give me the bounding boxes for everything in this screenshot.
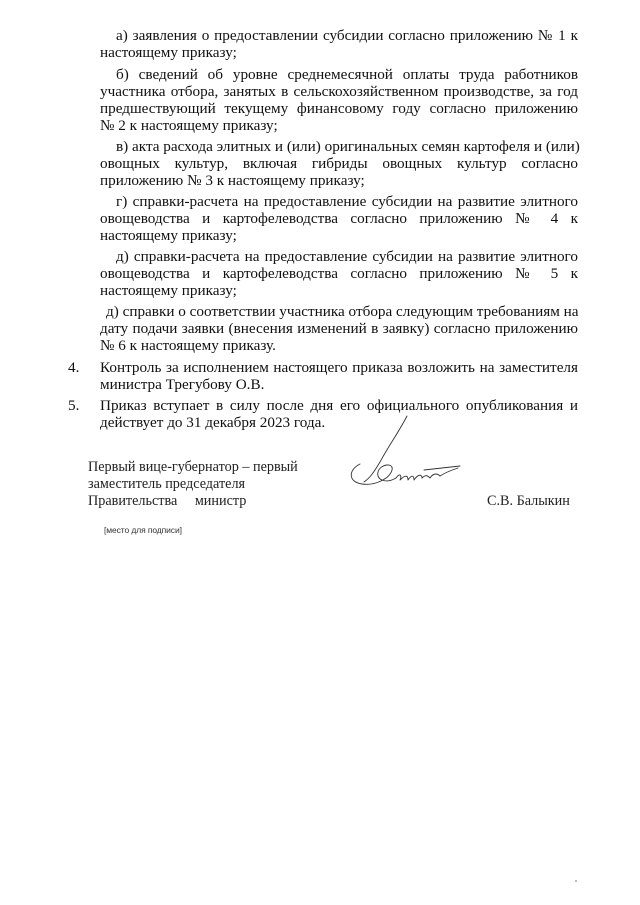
item-5-line-2: действует до 31 декабря 2023 года. [100,414,326,431]
clause-d2-line-2: дату подачи заявки (внесения изменений в заявку) согласно приложению [100,320,578,337]
clause-a-line-2: настоящему приказу; [100,44,237,61]
item-5-line-1: Приказ вступает в силу после дня его официального опубликования и [100,397,578,414]
clause-g-line-3: настоящему приказу; [100,227,237,244]
signatory-position-line-1: Первый вице-губернатор – первый [88,459,298,475]
clause-d2-line-1: д) справки о соответствии участника отбора следующим требованиям на [106,303,579,320]
item-4-number: 4. [68,359,80,376]
scan-artifact [575,880,577,882]
clause-d1-line-1: д) справки-расчета на предоставление субсидии на развитие элитного [116,248,578,265]
clause-d1-line-3: настоящему приказу; [100,282,237,299]
signatory-position-line-2: заместитель председателя [88,476,246,492]
clause-b-line-3: предшествующий текущему финансовому году согласно приложению [100,100,578,117]
signature-placeholder: [место для подписи] [104,525,182,535]
signatory-name: С.В. Балыкин [487,493,570,509]
item-4-line-1: Контроль за исполнением настоящего приказа возложить на заместителя [100,359,578,376]
clause-v-line-2: овощных культур, включая гибриды овощных культур согласно [100,155,578,172]
clause-g-line-1: г) справки-расчета на предоставление субсидии на развитие элитного [116,193,578,210]
handwritten-signature [340,412,470,497]
clause-v-line-3: приложению № 3 к настоящему приказу; [100,172,365,189]
item-5-number: 5. [68,397,80,414]
clause-b-line-1: б) сведений об уровне среднемесячной оплаты труда работников [116,66,578,83]
signatory-position-line-3: Правительства министр [88,493,247,509]
clause-b-line-2: участника отбора, занятых в сельскохозяйственном производстве, за год [100,83,578,100]
clause-v-line-1: в) акта расхода элитных и (или) оригинальных семян картофеля и (или) [116,138,580,155]
clause-g-line-2: овощеводства и картофелеводства согласно приложению № 4 к [100,210,578,227]
item-4-line-2: министра Трегубову О.В. [100,376,265,393]
clause-d2-line-3: № 6 к настоящему приказу. [100,337,276,354]
clause-b-line-4: № 2 к настоящему приказу; [100,117,278,134]
clause-d1-line-2: овощеводства и картофелеводства согласно приложению № 5 к [100,265,578,282]
clause-a-line-1: а) заявления о предоставлении субсидии согласно приложению № 1 к [116,27,578,44]
